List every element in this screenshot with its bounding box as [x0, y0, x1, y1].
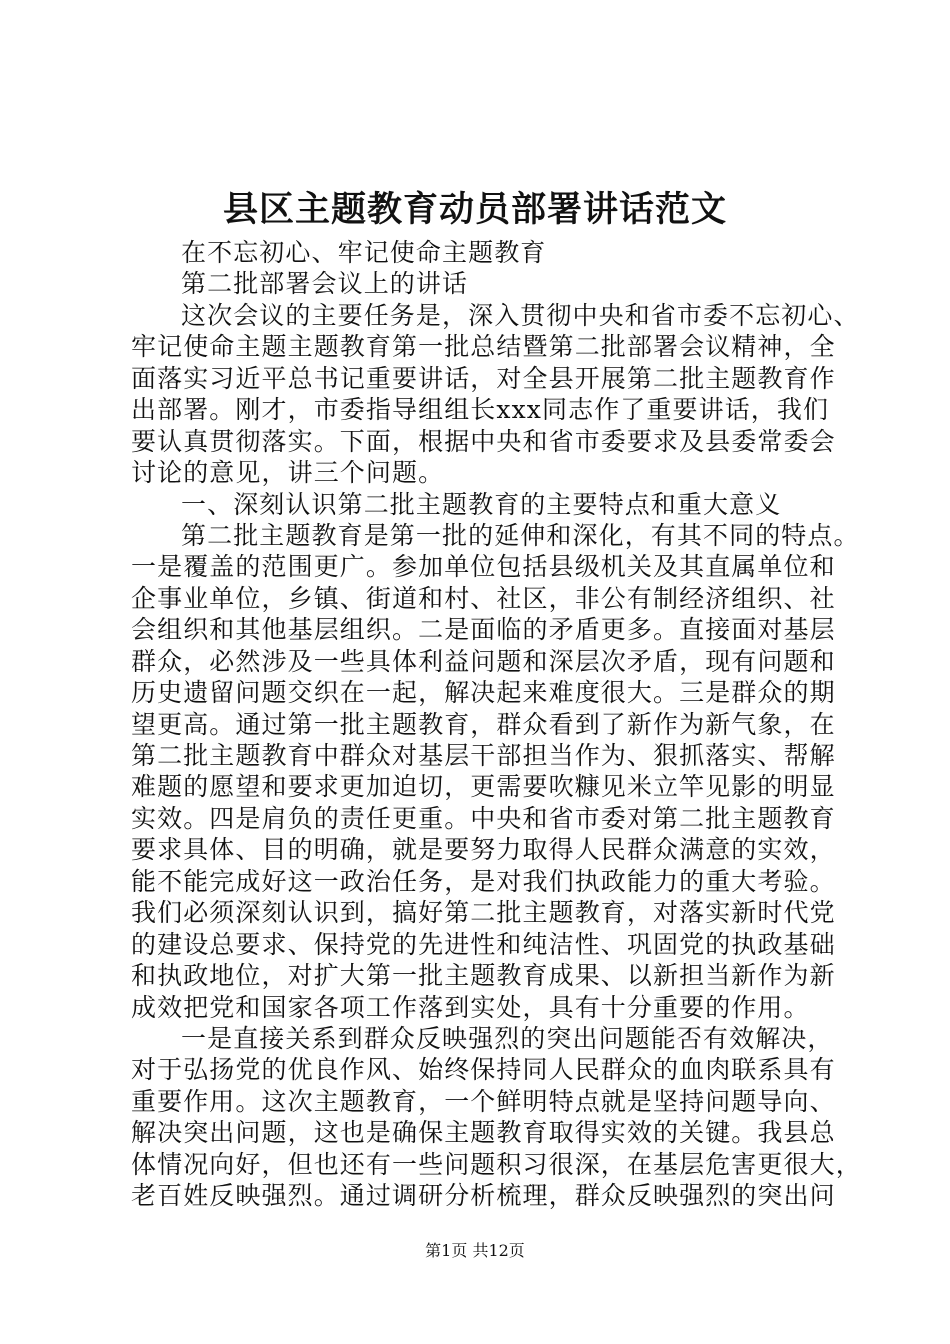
body-line: 要认真贯彻落实。下面，根据中央和省市委要求及县委常委会	[131, 426, 836, 456]
body-line: 群众，必然涉及一些具体利益问题和深层次矛盾，现有问题和	[131, 646, 836, 676]
body-line: 牢记使命主题主题教育第一批总结暨第二批部署会议精神，全	[131, 332, 836, 362]
page-footer: 第1页 共12页	[425, 1241, 525, 1260]
body-line: 一是覆盖的范围更广。参加单位包括县级机关及其直属单位和	[131, 552, 836, 582]
body-line: 一、深刻认识第二批主题教育的主要特点和重大意义	[181, 489, 782, 519]
body-line: 历史遗留问题交织在一起，解决起来难度很大。三是群众的期	[131, 678, 836, 708]
body-line: 体情况向好，但也还有一些问题积习很深，在基层危害更很大，	[131, 1149, 862, 1179]
body-line: 第二批部署会议上的讲话	[181, 269, 469, 299]
body-line: 这次会议的主要任务是，深入贯彻中央和省市委不忘初心、	[181, 300, 860, 330]
body-line: 第二批主题教育是第一批的延伸和深化，有其不同的特点。	[181, 520, 860, 550]
body-line: 老百姓反映强烈。通过调研分析梳理，群众反映强烈的突出问	[131, 1181, 836, 1211]
body-line: 重要作用。这次主题教育，一个鲜明特点就是坚持问题导向、	[131, 1086, 836, 1116]
body-line: 能不能完成好这一政治任务，是对我们执政能力的重大考验。	[131, 866, 836, 896]
body-line: 难题的愿望和要求更加迫切，更需要吹糠见米立竿见影的明显	[131, 772, 836, 802]
body-line: 第二批主题教育中群众对基层干部担当作为、狠抓落实、帮解	[131, 741, 836, 770]
body-line: 望更高。通过第一批主题教育，群众看到了新作为新气象，在	[131, 709, 836, 739]
body-line: 的建设总要求、保持党的先进性和纯洁性、巩固党的执政基础	[131, 929, 836, 959]
body-line: 对于弘扬党的优良作风、始终保持同人民群众的血肉联系具有	[131, 1055, 836, 1085]
document-body	[131, 237, 862, 1212]
body-line: 和执政地位，对扩大第一批主题教育成果、以新担当新作为新	[131, 961, 836, 991]
body-line: 企事业单位，乡镇、街道和村、社区，非公有制经济组织、社	[131, 583, 836, 613]
body-line: 出部署。刚才，市委指导组组长xxx同志作了重要讲话，我们	[131, 395, 830, 425]
body-line: 我们必须深刻认识到，搞好第二批主题教育，对落实新时代党	[131, 898, 836, 928]
body-line: 讨论的意见，讲三个问题。	[131, 458, 445, 488]
document-title: 县区主题教育动员部署讲话范文	[222, 189, 727, 230]
body-line: 一是直接关系到群众反映强烈的突出问题能否有效解决，	[181, 1023, 834, 1053]
body-line: 实效。四是肩负的责任更重。中央和省市委对第二批主题教育	[131, 803, 836, 833]
body-line: 要求具体、目的明确，就是要努力取得人民群众满意的实效，	[131, 835, 836, 865]
body-line: 会组织和其他基层组织。二是面临的矛盾更多。直接面对基层	[131, 615, 836, 645]
body-line: 面落实习近平总书记重要讲话，对全县开展第二批主题教育作	[131, 363, 836, 393]
body-line: 在不忘初心、牢记使命主题教育	[181, 238, 547, 267]
body-line: 解决突出问题，这也是确保主题教育取得实效的关键。我县总	[131, 1118, 836, 1148]
body-line: 成效把党和国家各项工作落到实处，具有十分重要的作用。	[131, 992, 810, 1022]
